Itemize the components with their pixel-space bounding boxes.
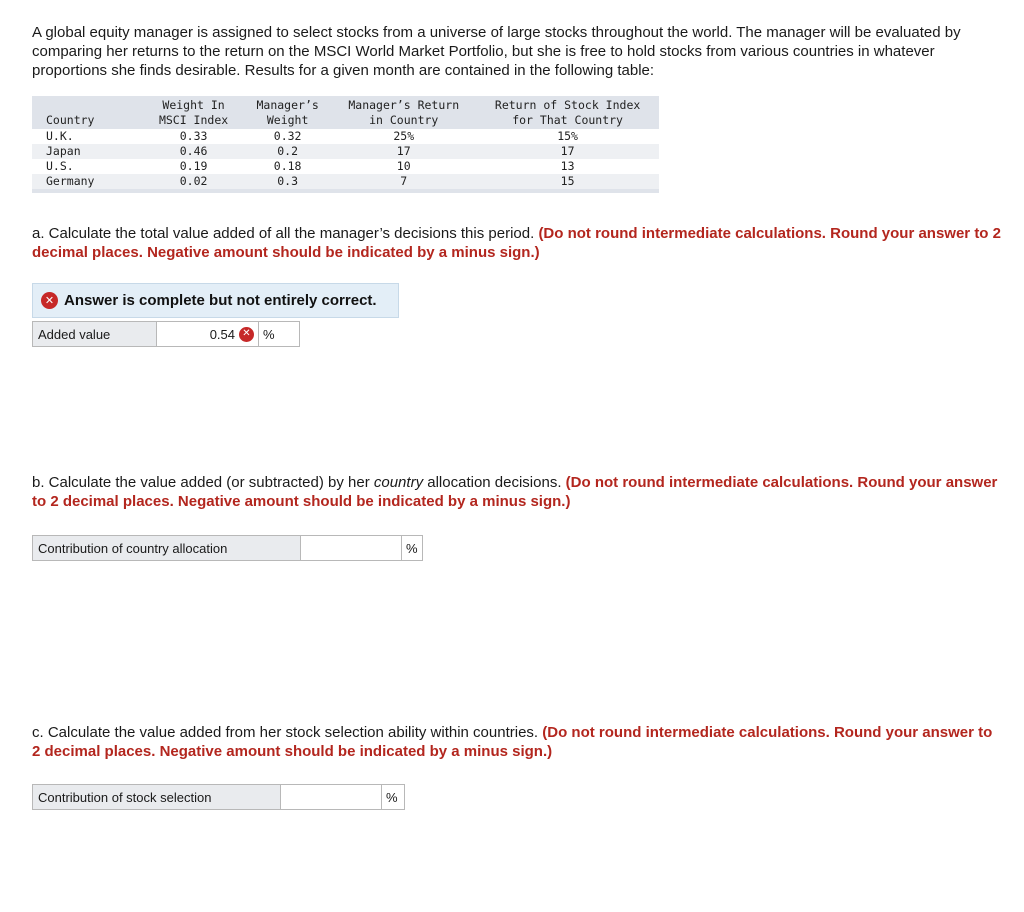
cell-manager-return: 17 (331, 144, 476, 159)
cell-msci: 0.19 (143, 159, 244, 174)
x-circle-icon: ✕ (41, 292, 58, 309)
col-header-manager-weight: Manager’s Weight (244, 96, 331, 129)
col-header-index-return: Return of Stock Index for That Country (476, 96, 659, 129)
question-c-text: c. Calculate the value added from her stock selection ability within countries. (32, 724, 539, 741)
answer-row-added-value (32, 321, 300, 347)
added-value-input[interactable] (157, 322, 259, 346)
cell-msci: 0.02 (143, 174, 244, 191)
cell-index-return: 17 (476, 144, 659, 159)
cell-manager-return: 25% (331, 129, 476, 144)
cell-manager-return: 10 (331, 159, 476, 174)
cell-manager-weight: 0.2 (244, 144, 331, 159)
col-header-country: Country (32, 96, 143, 129)
question-a (32, 224, 1002, 262)
cell-index-return: 13 (476, 159, 659, 174)
stock-selection-input[interactable] (281, 785, 382, 809)
answer-label: Added value (33, 322, 157, 346)
question-a-note: (Do not round intermediate calculations. Round your answer to 2 decimal places. Negative amount should be indicated by a minus sign.) (32, 225, 1001, 261)
answer-label: Contribution of stock selection (33, 785, 281, 809)
cell-index-return: 15% (476, 129, 659, 144)
question-c (32, 723, 1002, 761)
cell-manager-return: 7 (331, 174, 476, 191)
cell-country: Japan (32, 144, 143, 159)
question-b (32, 473, 1002, 511)
answer-feedback (32, 283, 399, 318)
cell-msci: 0.33 (143, 129, 244, 144)
unit-label: % (259, 322, 299, 346)
col-header-msci-weight: Weight In MSCI Index (143, 96, 244, 129)
question-a-text: a. Calculate the total value added of all the manager’s decisions this period. (32, 225, 535, 242)
country-allocation-input[interactable] (301, 536, 402, 560)
col-header-manager-return: Manager’s Return in Country (331, 96, 476, 129)
question-b-text-end: allocation decisions. (427, 474, 562, 491)
unit-label: % (382, 785, 404, 809)
answer-value: 0.54 (209, 326, 235, 342)
problem-intro: A global equity manager is assigned to select stocks from a universe of large stocks throughout the world. The manager will be evaluated by comparing her returns to the return on the MSCI World Market Portfolio, but she is free to hold stocks from various countries in whatever proportions she finds desirable. Results for a given month are contained in the following table: (32, 24, 961, 79)
answer-row-stock-selection (32, 784, 405, 810)
unit-label: % (402, 536, 422, 560)
cell-manager-weight: 0.3 (244, 174, 331, 191)
table-row (32, 129, 659, 144)
cell-country: U.S. (32, 159, 143, 174)
cell-manager-weight: 0.32 (244, 129, 331, 144)
question-b-emphasis: country (373, 474, 424, 491)
answer-label: Contribution of country allocation (33, 536, 301, 560)
x-circle-icon: ✕ (239, 327, 254, 342)
feedback-text: Answer is complete but not entirely correct. (64, 292, 377, 309)
answer-row-country-allocation (32, 535, 423, 561)
question-b-note: (Do not round intermediate calculations. Round your answer to 2 decimal places. Negative amount should be indicated by a minus sign.) (32, 474, 998, 510)
question-b-text: b. Calculate the value added (or subtracted) by her (32, 474, 370, 491)
cell-manager-weight: 0.18 (244, 159, 331, 174)
question-c-note: (Do not round intermediate calculations. Round your answer to 2 decimal places. Negative amount should be indicated by a minus sign.) (32, 724, 993, 760)
returns-table (32, 96, 659, 193)
cell-index-return: 15 (476, 174, 659, 191)
cell-msci: 0.46 (143, 144, 244, 159)
table-row (32, 174, 659, 191)
table-row (32, 144, 659, 159)
table-row (32, 159, 659, 174)
cell-country: Germany (32, 174, 143, 191)
cell-country: U.K. (32, 129, 143, 144)
